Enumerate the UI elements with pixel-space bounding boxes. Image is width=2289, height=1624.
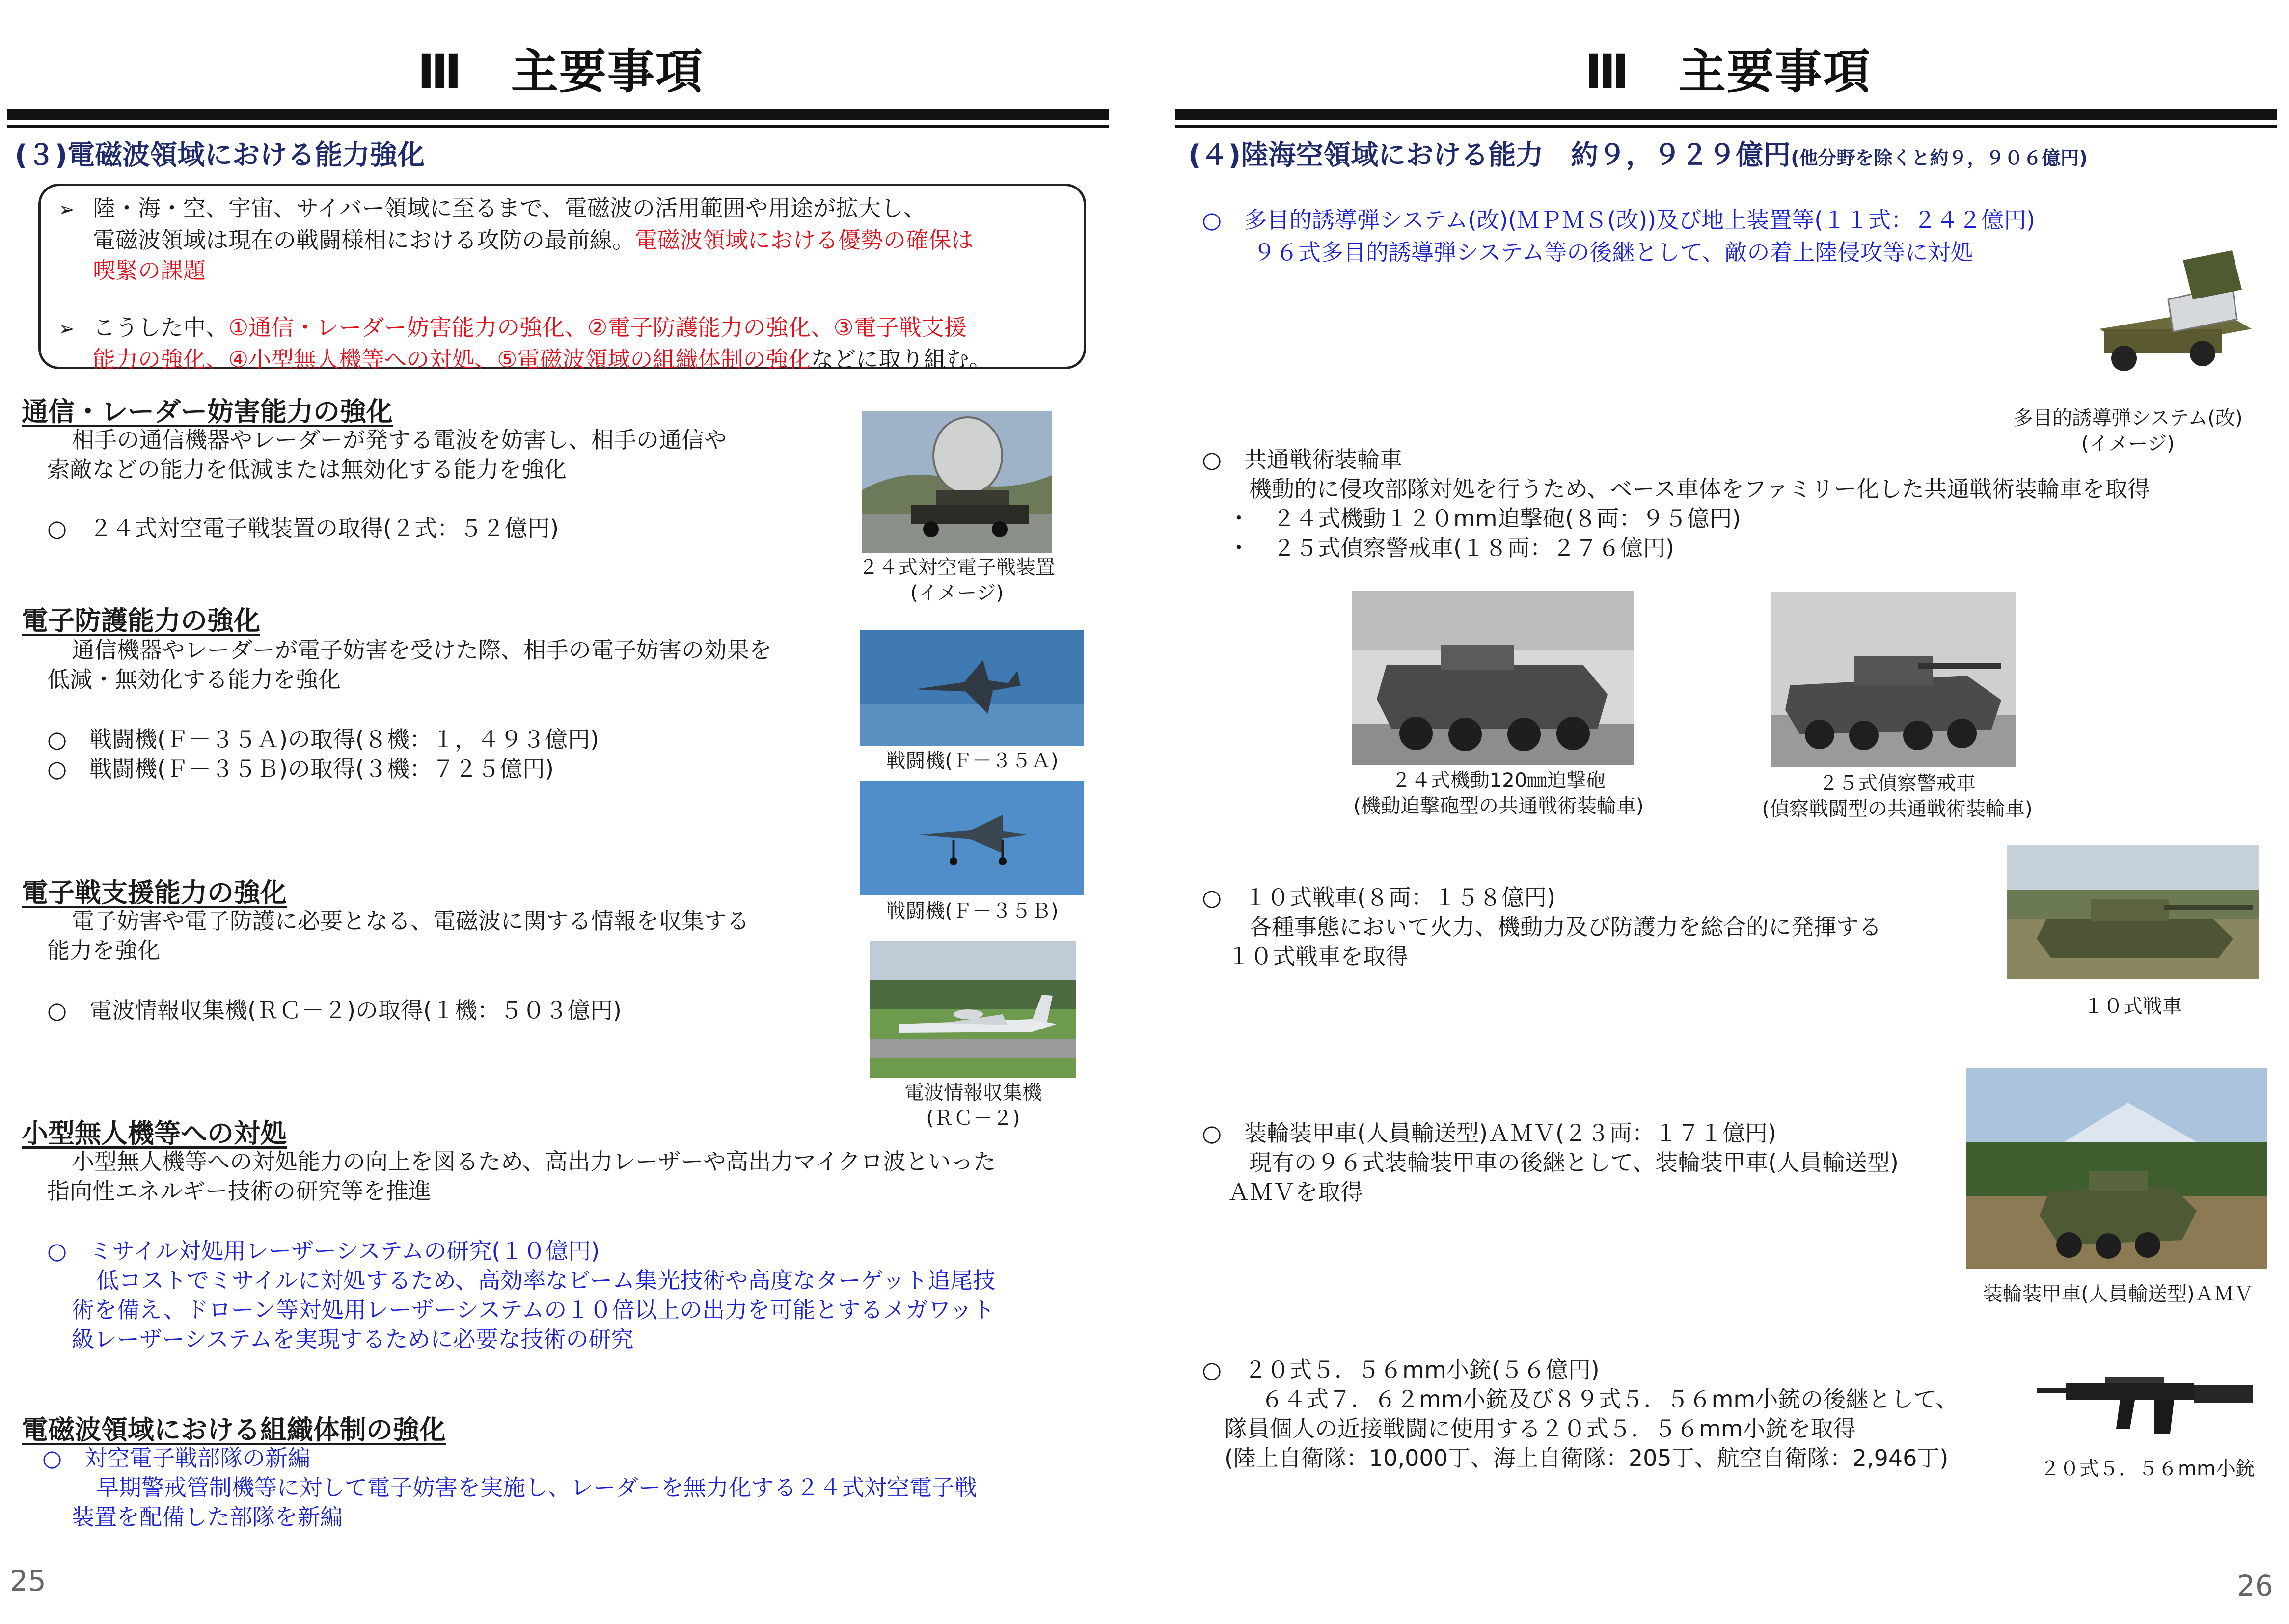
text-laser-3: 級レーザーシステムを実現するために必要な技術の研究 (72, 1326, 634, 1353)
caption-ew-device-1: ２４式対空電子戦装置 (859, 556, 1055, 579)
item-rifle: ○ ２０式５．５６mm小銃(５６億円) (1202, 1356, 1600, 1383)
item-f35b: ○ 戦闘機(Ｆ－３５Ｂ)の取得(３機：７２５億円) (47, 756, 554, 782)
text-laser-1: 低コストでミサイルに対処するため、高効率なビーム集光技術や高度なターゲット追尾技 (96, 1267, 996, 1294)
page-title-left: Ⅲ 主要事項 (417, 44, 704, 99)
caption-rifle: ２０式５．５６mm小銃 (2040, 1458, 2255, 1480)
heading-drones: 小型無人機等への対処 (22, 1118, 287, 1149)
text-jamming-1: 相手の通信機器やレーダーが発する電波を妨害し、相手の通信や (72, 427, 727, 453)
page-number-right: 26 (2237, 1569, 2273, 1602)
sub-item-recon: ・ ２５式偵察警戒車(１８両：２７６億円) (1227, 535, 1674, 561)
item-laser: ○ ミサイル対処用レーザーシステムの研究(１０億円) (47, 1238, 600, 1264)
page-number-left: 25 (10, 1564, 46, 1597)
text-rifle-3: (陸上自衛隊：10,000丁、海上自衛隊：205丁、航空自衛隊：2,946丁) (1225, 1445, 1949, 1471)
amv-photo (1966, 1068, 2267, 1269)
rifle-image (2032, 1360, 2260, 1443)
sub-item-mortar: ・ ２４式機動１２０mm迫撃砲(８両：９５億円) (1227, 505, 1741, 532)
text-ew-support-1: 電子妨害や電子防護に必要となる、電磁波に関する情報を収集する (72, 908, 749, 934)
rc2-photo (870, 941, 1076, 1078)
text-protection-2: 低減・無効化する能力を強化 (47, 666, 341, 693)
heading-jamming: 通信・レーダー妨害能力の強化 (22, 396, 393, 427)
heading-protection: 電子防護能力の強化 (22, 605, 260, 636)
page-title-right: Ⅲ 主要事項 (1585, 44, 1871, 99)
mpms-image (2070, 245, 2266, 393)
caption-f35b: 戦闘機(Ｆ－３５Ｂ) (886, 900, 1059, 922)
title-rule-right (1175, 109, 2277, 120)
caption-mortar-2: (機動迫撃砲型の共通戦術装輪車) (1353, 795, 1644, 817)
f35a-photo (860, 630, 1084, 746)
text-mpms: ９６式多目的誘導弾システム等の後継として、敵の着上陸侵攻等に対処 (1253, 239, 1973, 266)
recon-vehicle-photo (1771, 592, 2016, 767)
text-jamming-2: 索敵などの能力を低減または無効化する能力を強化 (47, 456, 567, 483)
mortar-vehicle-photo (1352, 591, 1634, 765)
arrow-bullet-icon: ➢ (58, 318, 75, 340)
item-rc2: ○ 電波情報収集機(ＲＣ－２)の取得(１機：５０３億円) (47, 997, 622, 1024)
text-amv-2: ＡＭＶを取得 (1227, 1179, 1363, 1205)
summary-box: ➢ 陸・海・空、宇宙、サイバー領域に至るまで、電磁波の活用範囲や用途が拡大し、 電磁波領域は現在の戦闘様相における攻防の最前線。電磁波領域における優勢の確保は 喫緊の課題 ➢ こうした中、①通信・レーダー妨害能力の強化、②電子防護能力の強化、③電子戦支援 能力の強化、④小型無人機等への対処、⑤電磁波領域の組織体制の強化などに取り組む。 (38, 184, 1086, 369)
text-protection-1: 通信機器やレーダーが電子妨害を受けた際、相手の電子妨害の効果を (72, 637, 772, 663)
item-mpms: ○ 多目的誘導弾システム(改)(ＭＰＭＳ(改))及び地上装置等(１１式：２４２億円) (1202, 207, 2036, 233)
f35b-photo (860, 781, 1084, 895)
text-tank-1: 各種事態において火力、機動力及び防護力を総合的に発揮する (1249, 914, 1881, 940)
text-new-unit-2: 装置を配備した部隊を新編 (72, 1504, 343, 1530)
caption-ew-device-2: (イメージ) (910, 582, 1004, 604)
caption-rc2-2: (ＲＣ－２) (926, 1107, 1020, 1130)
title-rule-thin-right (1175, 125, 2277, 128)
item-common-vehicle: ○ 共通戦術装輪車 (1202, 446, 1403, 473)
caption-tank: １０式戦車 (2084, 995, 2182, 1018)
item-ew-device: ○ ２４式対空電子戦装置の取得(２式：５２億円) (47, 515, 559, 541)
caption-mortar-1: ２４式機動120㎜迫撃砲 (1391, 769, 1606, 792)
caption-recon-1: ２５式偵察警戒車 (1819, 772, 1976, 795)
caption-rc2-1: 電波情報収集機 (904, 1082, 1042, 1104)
heading-organization: 電磁波領域における組織体制の強化 (22, 1414, 446, 1445)
item-amv: ○ 装輪装甲車(人員輸送型)ＡＭＶ(２３両：１７１億円) (1202, 1120, 1776, 1146)
ew-device-photo (862, 411, 1052, 553)
text-laser-2: 術を備え、ドローン等対処用レーザーシステムの１０倍以上の出力を可能とするメガワット (72, 1297, 995, 1323)
tank-photo (2007, 845, 2259, 979)
text-amv-1: 現有の９６式装輪装甲車の後継として、装輪装甲車(人員輸送型) (1249, 1149, 1899, 1176)
arrow-bullet-icon: ➢ (58, 198, 75, 221)
text-drones-1: 小型無人機等への対処能力の向上を図るため、高出力レーザーや高出力マイクロ波といった (72, 1148, 996, 1175)
text-drones-2: 指向性エネルギー技術の研究等を推進 (47, 1178, 431, 1204)
caption-mpms-2: (イメージ) (2081, 433, 2175, 455)
text-rifle-2: 隊員個人の近接戦闘に使用する２０式５．５６mm小銃を取得 (1225, 1415, 1856, 1442)
section-heading-electromagnetic: (３)電磁波領域における能力強化 (15, 139, 425, 171)
title-rule-thin-left (7, 125, 1109, 128)
caption-f35a: 戦闘機(Ｆ－３５Ａ) (886, 750, 1059, 772)
text-common-vehicle: 機動的に侵攻部隊対処を行うため、ベース車体をファミリー化した共通戦術装輪車を取得 (1249, 476, 2150, 502)
text-tank-2: １０式戦車を取得 (1227, 943, 1408, 970)
caption-amv: 装輪装甲車(人員輸送型)ＡＭＶ (1983, 1283, 2254, 1305)
text-new-unit-1: 早期警戒管制機等に対して電子妨害を実施し、レーダーを無力化する２４式対空電子戦 (96, 1474, 977, 1501)
text-rifle-1: ６４式７．６２mm小銃及び８９式５．５６mm小銃の後継として、 (1261, 1386, 1959, 1412)
item-new-unit: ○ 対空電子戦部隊の新編 (42, 1445, 311, 1471)
caption-mpms-1: 多目的誘導弾システム(改) (2013, 407, 2243, 430)
title-rule-left (7, 109, 1109, 120)
heading-ew-support: 電子戦支援能力の強化 (22, 877, 287, 908)
text-ew-support-2: 能力を強化 (47, 937, 160, 964)
caption-recon-2: (偵察戦闘型の共通戦術装輪車) (1762, 798, 2033, 820)
item-tank: ○ １０式戦車(８両：１５８億円) (1202, 884, 1556, 911)
item-f35a: ○ 戦闘機(Ｆ－３５Ａ)の取得(８機：１，４９３億円) (47, 726, 599, 753)
section-heading-land-sea-air: (４)陸海空領域における能力 約９，９２９億円(他分野を除くと約９，９０６億円) (1188, 139, 2088, 171)
